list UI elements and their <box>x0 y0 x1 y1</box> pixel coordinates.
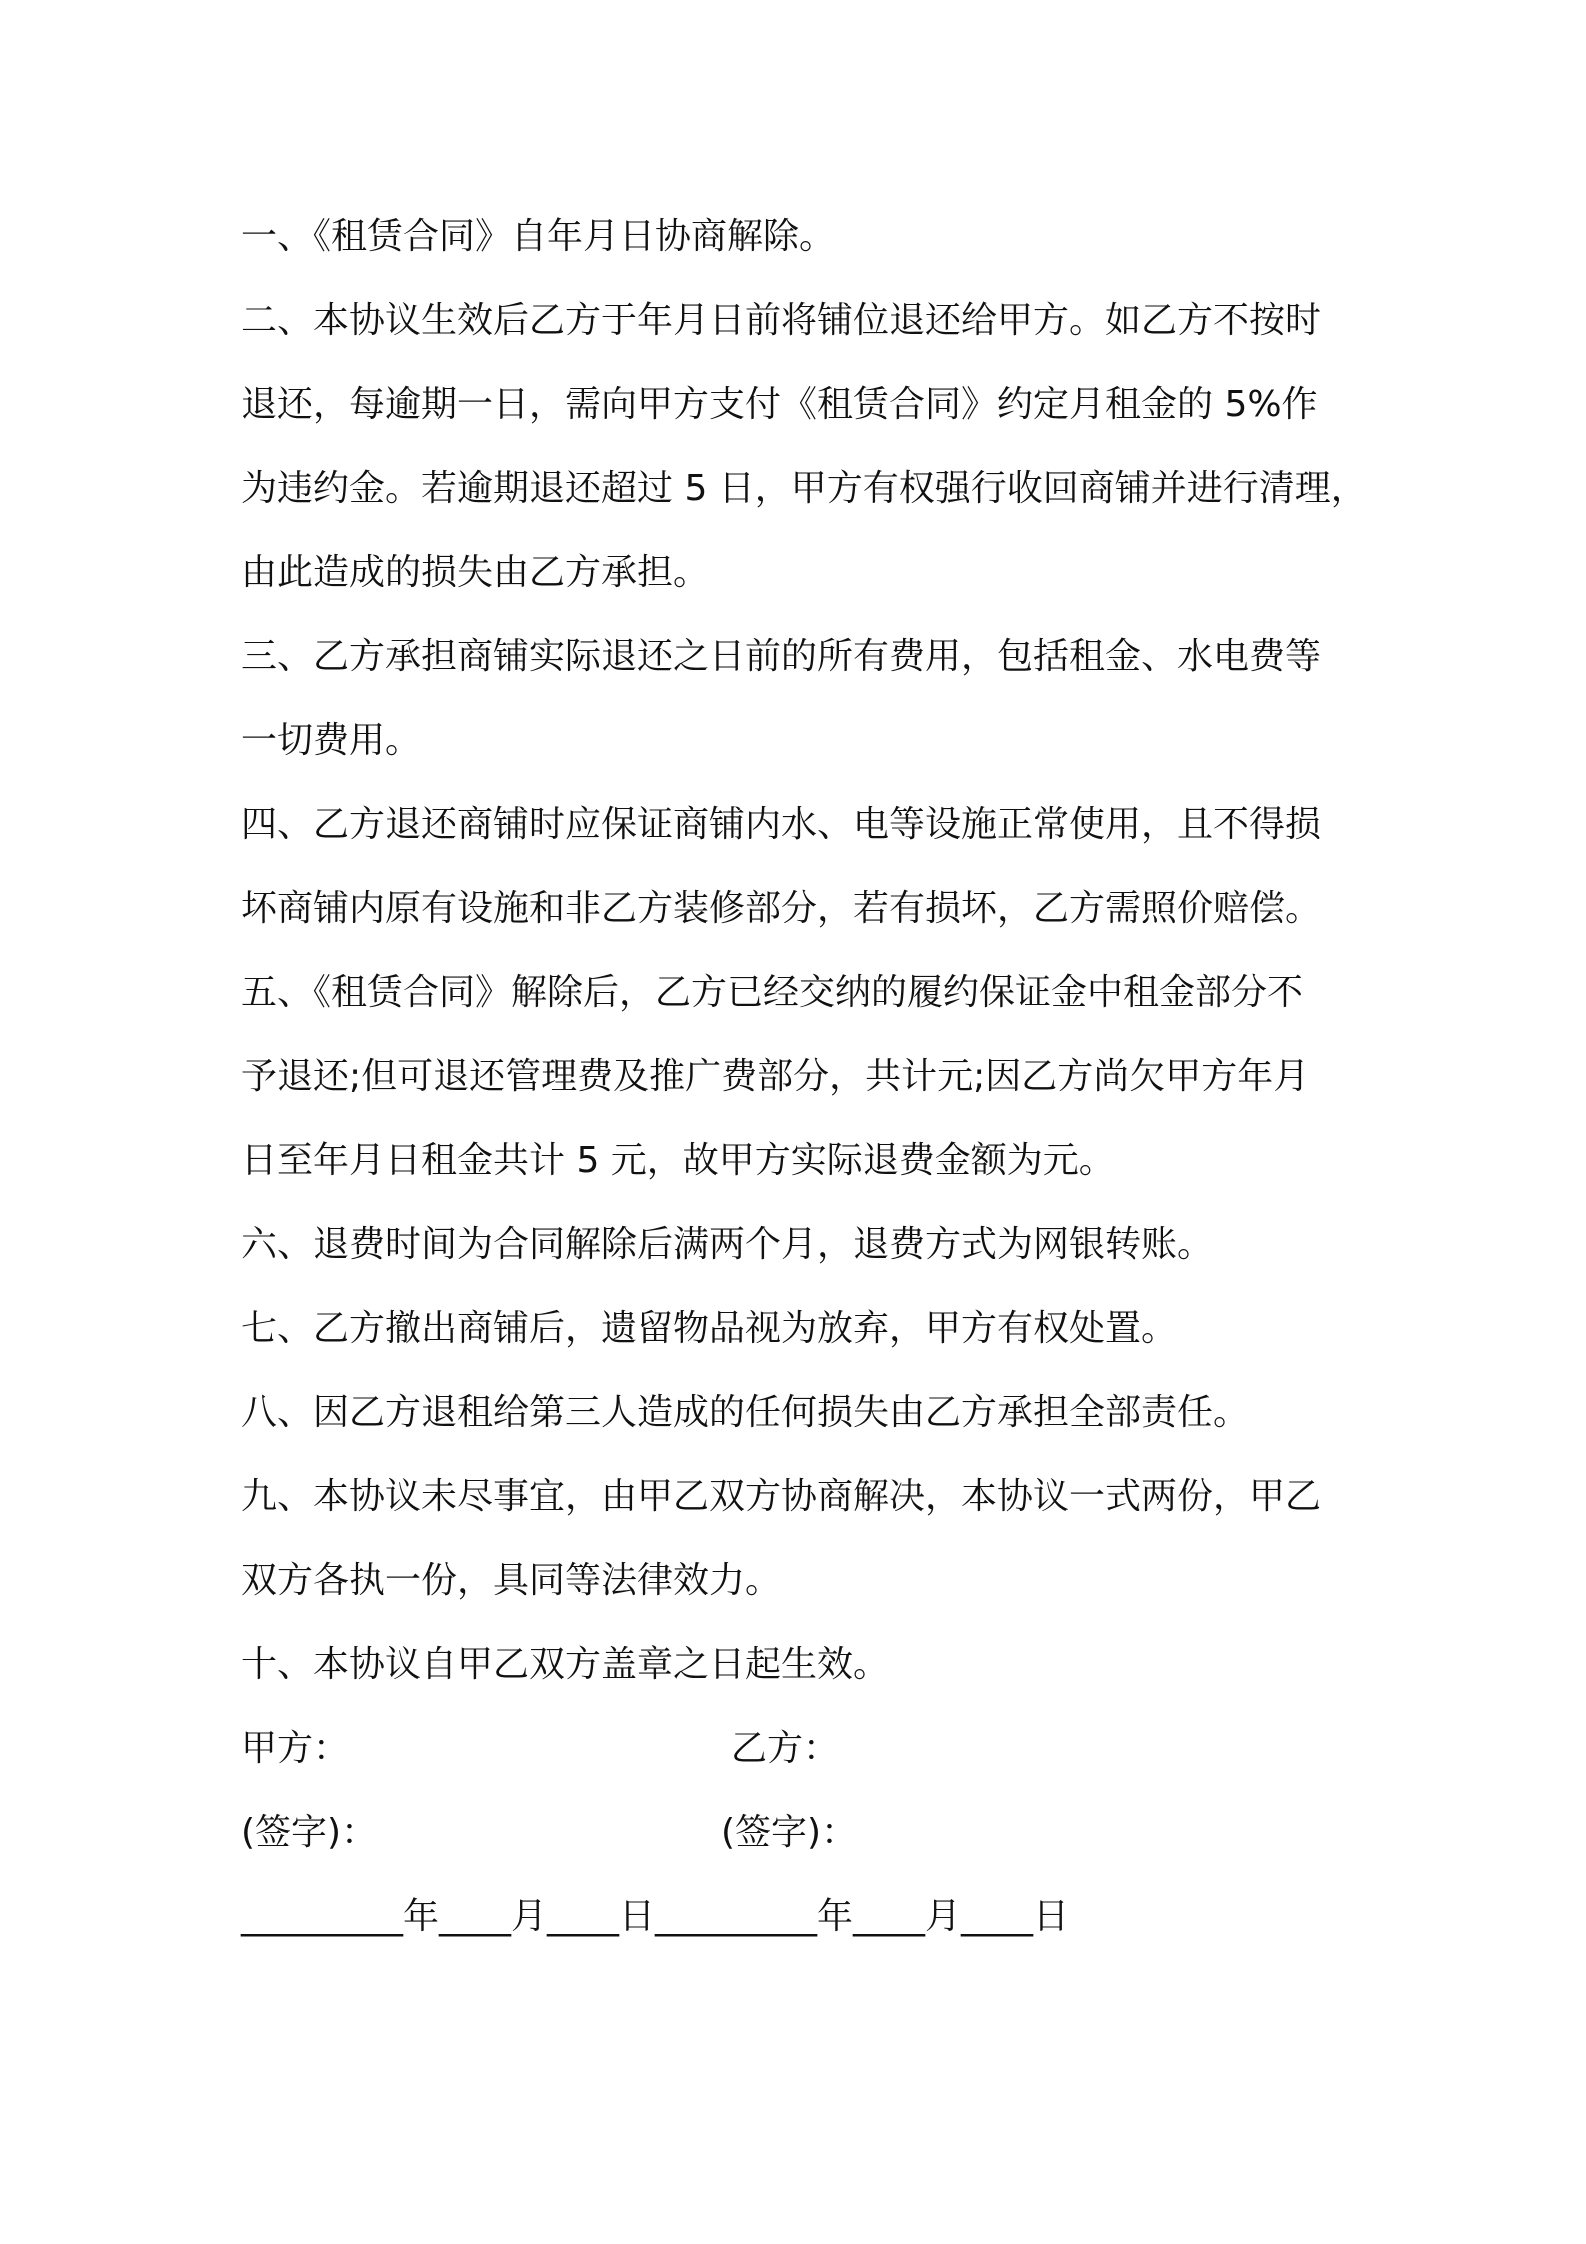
clause-line: 为违约金。若逾期退还超过 5 日，甲方有权强行收回商铺并进行清理， <box>241 468 1367 509</box>
clause-line: 八、因乙方退租给第三人造成的任何损失由乙方承担全部责任。 <box>241 1392 1250 1433</box>
clause-line: 十、本协议自甲乙双方盖章之日起生效。 <box>241 1644 890 1685</box>
clause-line: 予退还;但可退还管理费及推广费部分，共计元;因乙方尚欠甲方年月 <box>241 1056 1310 1097</box>
agreement-body <box>241 195 1367 1959</box>
clause-5 <box>241 951 1361 1203</box>
clause-1 <box>241 195 1361 279</box>
clause-line: 坏商铺内原有设施和非乙方装修部分，若有损坏，乙方需照价赔偿。 <box>241 888 1322 929</box>
clause-line: 九、本协议未尽事宜，由甲乙双方协商解决，本协议一式两份，甲乙 <box>241 1476 1322 1517</box>
clause-7 <box>241 1287 1361 1371</box>
clause-10 <box>241 1623 1361 1707</box>
clause-line: 由此造成的损失由乙方承担。 <box>241 552 710 593</box>
clause-line: 退还，每逾期一日，需向甲方支付《租赁合同》约定月租金的 5%作 <box>241 384 1318 425</box>
clause-line: 二、本协议生效后乙方于年月日前将铺位退还给甲方。如乙方不按时 <box>241 300 1322 341</box>
clause-6 <box>241 1203 1361 1287</box>
clause-line: 三、乙方承担商铺实际退还之日前的所有费用，包括租金、水电费等 <box>241 636 1322 677</box>
clause-3 <box>241 615 1361 783</box>
clause-line: 四、乙方退还商铺时应保证商铺内水、电等设施正常使用，且不得损 <box>241 804 1322 845</box>
clause-line: 七、乙方撤出商铺后，遗留物品视为放弃，甲方有权处置。 <box>241 1308 1178 1349</box>
clause-line: 六、退费时间为合同解除后满两个月，退费方式为网银转账。 <box>241 1224 1214 1265</box>
date-line: _________年____月____日_________年____月____日 <box>241 1896 1069 1937</box>
clause-2 <box>241 279 1367 615</box>
party-a-label: 甲方： <box>241 1728 350 1769</box>
clause-line: 一、《租赁合同》自年月日协商解除。 <box>241 216 836 257</box>
sign-a-label: (签字)： <box>241 1812 378 1853</box>
sign-b-label: (签字)： <box>721 1812 858 1853</box>
clause-9 <box>241 1455 1361 1623</box>
clause-8 <box>241 1371 1361 1455</box>
clause-line: 双方各执一份，具同等法律效力。 <box>241 1560 782 1601</box>
clause-line: 一切费用。 <box>241 720 422 761</box>
clause-4 <box>241 783 1361 951</box>
clause-line: 日至年月日租金共计 5 元，故甲方实际退费金额为元。 <box>241 1140 1115 1181</box>
party-row <box>241 1707 1361 1791</box>
signature-row <box>241 1791 1361 1875</box>
clause-line: 五、《租赁合同》解除后，乙方已经交纳的履约保证金中租金部分不 <box>241 972 1304 1013</box>
party-b-label: 乙方： <box>731 1728 840 1769</box>
